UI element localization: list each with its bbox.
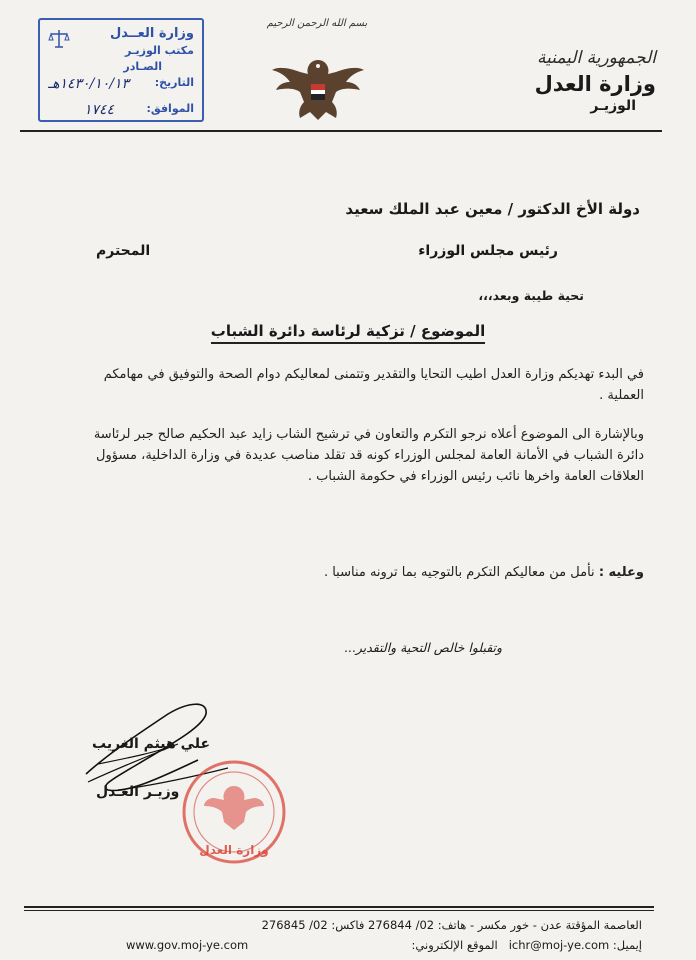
footer-website[interactable]: www.gov.moj-ye.com: [126, 938, 249, 952]
scales-of-justice-icon: [48, 28, 70, 50]
footer-address-line: [126, 918, 642, 932]
paragraph-3-lead: وعليه :: [598, 565, 644, 580]
honorific: المحترم: [96, 243, 151, 259]
official-seal: [178, 756, 290, 868]
incoming-stamp: [38, 18, 204, 122]
ministry-header: [535, 48, 656, 114]
addressee-position: رئيس مجلس الوزراء: [418, 243, 558, 259]
stamp-handwritten-date: ١٤٣٠/١٠/١٣هـ: [48, 76, 130, 92]
yemen-eagle-emblem-icon: [270, 52, 366, 124]
signatory-name: علي هيثم الغريب: [92, 736, 211, 752]
subject-line: [0, 322, 696, 340]
paragraph-3: [86, 562, 644, 583]
closing-salutation: وتقبلوا خالص التحية والتقدير...: [343, 640, 503, 655]
paragraph-1: في البدء تهديكم وزارة العدل اطيب التحايا والتقدير وتتمنى لمعاليكم دوام الصحة والتوفيق في مهامكم العملية .: [103, 367, 644, 403]
footer-address: العاصمة المؤقتة عدن - خور مكسر - هاتف: 02/ 276844 فاكس: 02/ 276845: [261, 918, 642, 932]
footer-divider: [24, 906, 654, 908]
stamp-number-label: الموافق:: [146, 102, 194, 115]
signatory-title: وزيـر العـدل: [96, 784, 180, 800]
minister-office: الوزيـر: [590, 98, 636, 114]
republic-name: الجمهورية اليمنية: [536, 48, 656, 68]
paragraph-2: وبالإشارة الى الموضوع أعلاه نرجو التكرم والتعاون في ترشيح الشاب زايد عبد الحكيم صالح جبر لرئاسة دائرة الشباب في الأمانة العامة لمجلس الوزراء كونه قد تقلد مناصب عديدة في وزارة الداخلية، مسؤول العلاقات العامة واخرها نائب رئيس الوزراء في حكومة الشباب .: [93, 427, 644, 484]
footer-contact-line: [126, 938, 642, 952]
stamp-office: مكتب الوزيـر: [124, 44, 194, 57]
stamp-handwritten-number: ١٧٤٤: [84, 102, 115, 118]
footer-website-label: الموقع الإلكتروني:: [411, 938, 498, 952]
footer-divider-thin: [24, 910, 654, 911]
stamp-date-label: التاريخ:: [154, 76, 194, 89]
footer-email-label: إيميل:: [612, 938, 642, 952]
header-divider: [20, 130, 662, 132]
subject-text: الموضوع / تزكية لرئاسة دائرة الشباب: [211, 322, 485, 344]
stamp-outgoing: الصـادر: [123, 60, 162, 73]
greeting: تحية طيبة وبعد،،،: [478, 288, 584, 303]
stamp-ministry: وزارة العــدل: [109, 26, 194, 41]
footer-email-group: [412, 938, 642, 952]
seal-text: وزارة العدل: [199, 843, 269, 857]
addressee: دولة الأخ الدكتور / معين عبد الملك سعيد: [345, 200, 640, 218]
paragraph-3-text: نأمل من معاليكم التكرم بالتوجيه بما ترونه مناسبا .: [323, 565, 599, 580]
basmala: بسم الله الرحمن الرحيم: [266, 18, 368, 29]
ministry-name: وزارة العدل: [534, 72, 656, 96]
footer-email[interactable]: ichr@moj-ye.com: [508, 938, 610, 952]
